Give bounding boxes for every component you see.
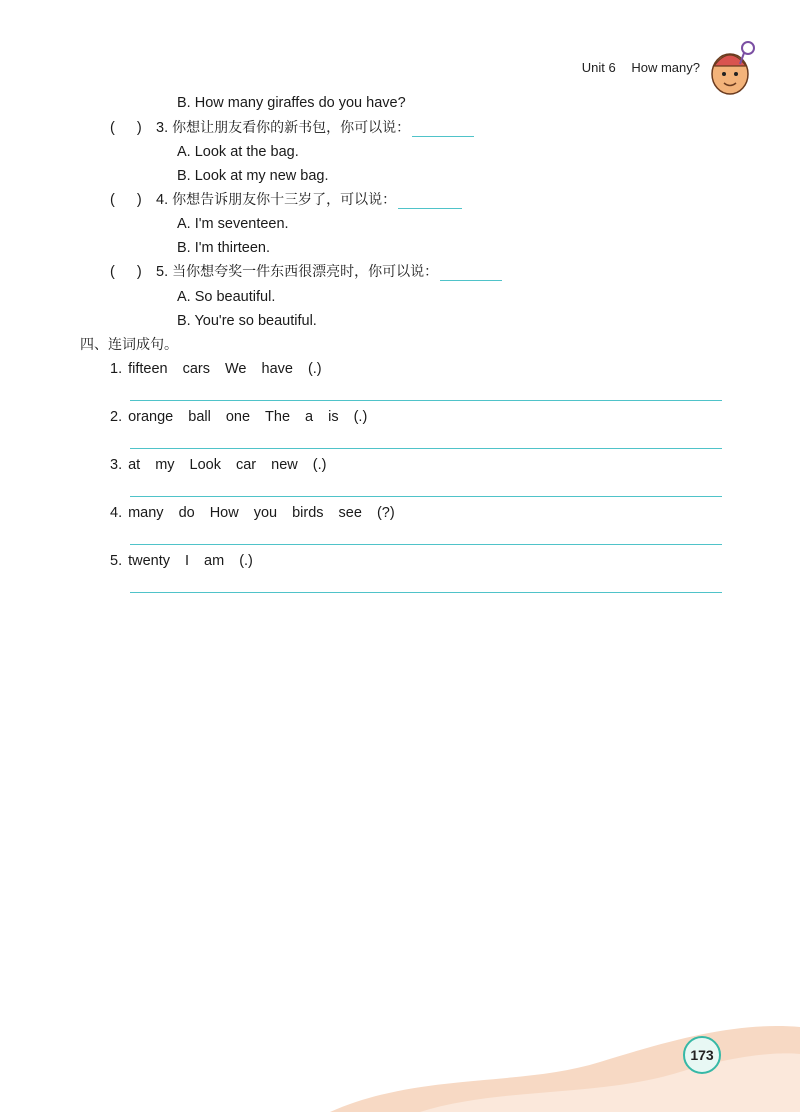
answer-line-2[interactable] <box>130 448 722 449</box>
q5-option-a: A. So beautiful. <box>177 289 276 305</box>
q4-option-a: A. I'm seventeen. <box>177 216 289 232</box>
question-prompt: 当你想夸奖一件东西很漂亮时，你可以说： <box>172 264 439 280</box>
question-3 <box>110 119 474 137</box>
question-4 <box>110 191 462 209</box>
answer-line-1[interactable] <box>130 400 722 401</box>
reorder-item-4: 4. many do How you birds see (?) <box>110 505 395 521</box>
page-header <box>570 60 700 75</box>
page-number-badge: 173 <box>683 1036 721 1074</box>
section-4-title: 四、连词成句。 <box>80 337 178 353</box>
reorder-item-5: 5. twenty I am (.) <box>110 553 253 569</box>
reorder-item-1: 1. fifteen cars We have (.) <box>110 361 322 377</box>
answer-bracket[interactable]: ( ) <box>110 120 142 136</box>
q3-option-b: B. Look at my new bag. <box>177 168 329 184</box>
q4-option-b: B. I'm thirteen. <box>177 240 271 256</box>
mascot-icon <box>704 38 756 96</box>
question-prompt: 你想让朋友看你的新书包，你可以说： <box>172 120 411 136</box>
question-prompt: 你想告诉朋友你十三岁了，可以说： <box>172 192 397 208</box>
answer-line-3[interactable] <box>130 496 722 497</box>
answer-blank[interactable] <box>412 122 474 137</box>
q3-option-a: A. Look at the bag. <box>177 144 299 160</box>
question-5 <box>110 263 502 281</box>
footer-wave-decoration <box>0 1002 800 1112</box>
reorder-item-2: 2. orange ball one The a is (.) <box>110 409 368 425</box>
answer-bracket[interactable]: ( ) <box>110 192 142 208</box>
answer-line-5[interactable] <box>130 592 722 593</box>
q2-option-b: B. How many giraffes do you have? <box>177 95 406 111</box>
question-number: 3. <box>156 120 169 136</box>
question-number: 4. <box>156 192 169 208</box>
unit-title: How many? <box>631 60 700 75</box>
answer-bracket[interactable]: ( ) <box>110 264 142 280</box>
answer-blank[interactable] <box>398 194 462 209</box>
q5-option-b: B. You're so beautiful. <box>177 313 317 329</box>
reorder-item-3: 3. at my Look car new (.) <box>110 457 327 473</box>
answer-blank[interactable] <box>440 266 502 281</box>
answer-line-4[interactable] <box>130 544 722 545</box>
question-number: 5. <box>156 264 169 280</box>
unit-label: Unit 6 <box>581 60 616 75</box>
